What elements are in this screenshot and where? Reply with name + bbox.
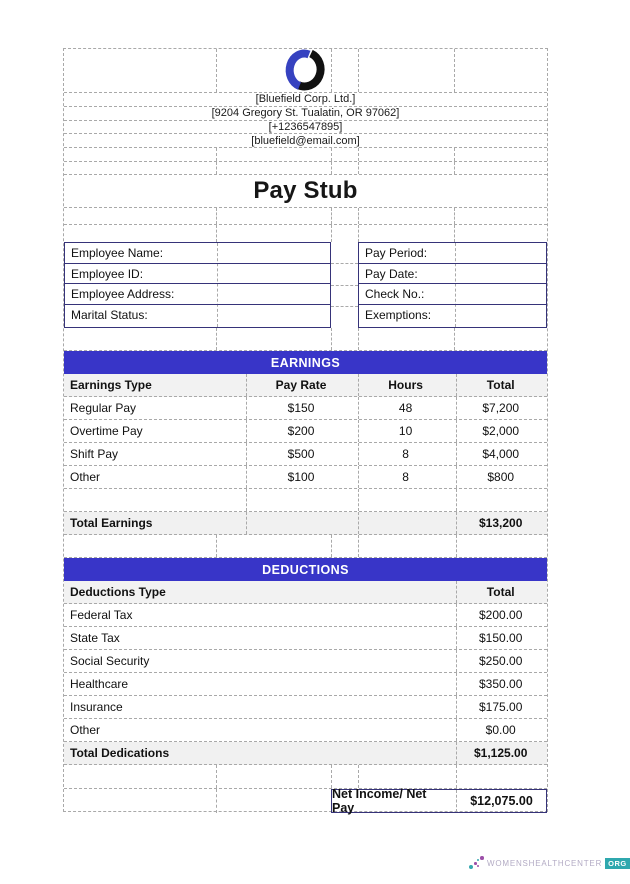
earning-rate: $200	[287, 424, 315, 438]
earnings-col-rate: Pay Rate	[275, 378, 327, 392]
field-employee-name	[65, 243, 330, 264]
pay-stub-sheet	[63, 48, 548, 815]
earning-hours: 8	[402, 447, 409, 461]
employee-name-label: Employee Name:	[71, 245, 164, 260]
grid-line	[358, 328, 359, 350]
grid-gap-column	[331, 242, 358, 328]
company-name-row	[64, 93, 547, 107]
company-logo-icon	[287, 50, 325, 92]
earnings-col-type: Earnings Type	[70, 378, 152, 392]
grid-line	[331, 328, 332, 350]
grid-row	[64, 225, 547, 242]
company-email-row	[64, 134, 547, 148]
earnings-row	[64, 420, 547, 443]
deduction-total: $0.00	[485, 723, 516, 737]
grid-line	[358, 162, 359, 175]
deductions-section-header	[64, 558, 547, 581]
grid-line	[216, 162, 217, 175]
watermark-text: WOMENSHEALTHCENTER	[487, 859, 603, 868]
grid-line	[331, 225, 332, 242]
earnings-row	[64, 466, 547, 489]
company-email: [bluefield@email.com]	[251, 134, 360, 147]
deduction-row	[64, 719, 547, 742]
grid-row	[64, 208, 547, 225]
grid-line	[358, 225, 359, 242]
grid-line	[358, 489, 359, 511]
grid-line	[454, 225, 455, 242]
grid-line	[331, 765, 332, 788]
field-check-no	[359, 284, 546, 305]
logo-row	[64, 49, 547, 93]
grid-line	[456, 581, 457, 603]
earnings-total-label: Total Earnings	[70, 516, 153, 530]
grid-line	[358, 374, 359, 396]
deductions-total-label: Total Dedications	[70, 746, 170, 760]
grid-line	[456, 719, 457, 741]
title-row	[64, 175, 547, 208]
grid-line	[246, 512, 247, 534]
grid-line	[358, 208, 359, 224]
deduction-type: State Tax	[70, 631, 120, 645]
grid-line	[456, 489, 457, 511]
grid-row	[64, 535, 547, 558]
grid-line	[456, 765, 457, 788]
earning-total: $800	[487, 470, 515, 484]
grid-line	[246, 374, 247, 396]
grid-line	[216, 765, 217, 788]
grid-line	[358, 443, 359, 465]
grid-line	[216, 49, 217, 92]
deduction-type: Social Security	[70, 654, 150, 668]
deductions-header-row	[64, 581, 547, 604]
grid-line	[456, 627, 457, 649]
earnings-total-row	[64, 512, 547, 535]
field-pay-date	[359, 264, 546, 285]
earning-hours: 10	[398, 424, 413, 438]
page-title: Pay Stub	[253, 177, 358, 204]
employee-info-section	[64, 242, 547, 328]
deduction-type: Healthcare	[70, 677, 129, 691]
watermark	[468, 856, 630, 871]
pay-date-label: Pay Date:	[365, 266, 418, 281]
grid-line	[358, 420, 359, 442]
grid-line	[454, 148, 455, 161]
field-employee-address	[65, 284, 330, 305]
empty-cell	[357, 512, 455, 534]
grid-line	[456, 535, 457, 557]
deductions-col-total: Total	[486, 585, 515, 599]
grid-line	[358, 512, 359, 534]
watermark-org-badge: ORG	[605, 858, 630, 869]
grid-line	[456, 650, 457, 672]
grid-line	[456, 673, 457, 695]
deductions-total-value: $1,125.00	[474, 746, 528, 760]
grid-line	[454, 208, 455, 224]
grid-line	[358, 535, 359, 557]
earnings-title: EARNINGS	[270, 355, 341, 370]
company-phone: [+1236547895]	[268, 120, 343, 133]
grid-line	[331, 162, 332, 175]
grid-line	[456, 374, 457, 396]
grid-line	[358, 49, 359, 92]
grid-line	[246, 420, 247, 442]
grid-row	[64, 765, 547, 789]
earning-hours: 48	[398, 401, 413, 415]
field-marital-status	[65, 305, 330, 326]
grid-line	[358, 148, 359, 161]
grid-line	[216, 328, 217, 350]
earning-type: Shift Pay	[70, 447, 119, 461]
earning-rate: $100	[287, 470, 315, 484]
earnings-row	[64, 443, 547, 466]
deduction-row	[64, 604, 547, 627]
company-phone-row	[64, 121, 547, 135]
earnings-col-total: Total	[486, 378, 515, 392]
deductions-col-type: Deductions Type	[70, 585, 166, 599]
grid-line	[216, 789, 217, 813]
marital-status-label: Marital Status:	[71, 308, 148, 323]
deduction-row	[64, 673, 547, 696]
check-no-label: Check No.:	[365, 287, 425, 302]
pay-info-box	[358, 242, 547, 328]
grid-line	[456, 397, 457, 419]
grid-line	[456, 742, 457, 764]
earning-rate: $150	[287, 401, 315, 415]
grid-line	[456, 696, 457, 718]
empty-cell	[245, 512, 357, 534]
grid-line	[246, 443, 247, 465]
deductions-total-row	[64, 742, 547, 765]
deductions-title: DEDUCTIONS	[262, 562, 349, 577]
grid-line	[246, 397, 247, 419]
grid-line	[358, 765, 359, 788]
grid-line	[216, 225, 217, 242]
deduction-row	[64, 696, 547, 719]
earning-type: Other	[70, 470, 101, 484]
grid-line	[216, 208, 217, 224]
net-pay-box	[331, 789, 547, 813]
grid-line	[331, 148, 332, 161]
earnings-header-row	[64, 374, 547, 397]
deduction-total: $175.00	[479, 700, 523, 714]
net-pay-value: $12,075.00	[470, 794, 533, 808]
earning-total: $7,200	[482, 401, 520, 415]
grid-line	[216, 535, 217, 557]
earning-rate: $500	[287, 447, 315, 461]
grid-row	[64, 148, 547, 162]
grid-line	[454, 49, 455, 92]
deduction-total: $250.00	[479, 654, 523, 668]
field-exemptions	[359, 305, 546, 326]
grid-line	[456, 512, 457, 534]
grid-line	[331, 535, 332, 557]
exemptions-label: Exemptions:	[365, 308, 432, 323]
deduction-type: Insurance	[70, 700, 123, 714]
earning-total: $4,000	[482, 447, 520, 461]
company-address: [9204 Gregory St. Tualatin, OR 97062]	[211, 107, 400, 120]
earning-total: $2,000	[482, 424, 520, 438]
earnings-section-header	[64, 351, 547, 374]
grid-row	[64, 328, 547, 351]
employee-box	[64, 242, 331, 328]
deduction-row	[64, 650, 547, 673]
earnings-col-hours: Hours	[388, 378, 423, 392]
grid-line	[456, 604, 457, 626]
earning-type: Overtime Pay	[70, 424, 143, 438]
grid-line	[246, 466, 247, 488]
grid-row	[64, 162, 547, 176]
grid-line	[358, 397, 359, 419]
grid-line	[454, 162, 455, 175]
earning-type: Regular Pay	[70, 401, 137, 415]
net-pay-row	[64, 789, 547, 813]
sparkle-dots-icon	[468, 856, 485, 871]
grid-line	[331, 208, 332, 224]
deduction-type: Other	[70, 723, 101, 737]
pay-period-label: Pay Period:	[365, 245, 428, 260]
company-name: [Bluefield Corp. Ltd.]	[255, 93, 356, 106]
company-address-row	[64, 107, 547, 121]
employee-address-label: Employee Address:	[71, 287, 175, 302]
grid-line	[216, 148, 217, 161]
deduction-total: $200.00	[479, 608, 523, 622]
net-pay-label: Net Income/ Net Pay	[332, 790, 457, 812]
earnings-total-value: $13,200	[479, 516, 523, 530]
grid-line	[456, 420, 457, 442]
deduction-total: $350.00	[479, 677, 523, 691]
grid-line	[331, 49, 332, 92]
grid-line	[246, 489, 247, 511]
deduction-type: Federal Tax	[70, 608, 133, 622]
grid-line	[358, 466, 359, 488]
field-employee-id	[65, 264, 330, 285]
grid-line	[456, 466, 457, 488]
employee-id-label: Employee ID:	[71, 266, 144, 281]
earning-hours: 8	[402, 470, 409, 484]
field-pay-period	[359, 243, 546, 264]
earnings-row	[64, 397, 547, 420]
grid-line	[454, 328, 455, 350]
earnings-empty-row	[64, 489, 547, 512]
deduction-row	[64, 627, 547, 650]
grid-line	[456, 443, 457, 465]
deduction-total: $150.00	[479, 631, 523, 645]
